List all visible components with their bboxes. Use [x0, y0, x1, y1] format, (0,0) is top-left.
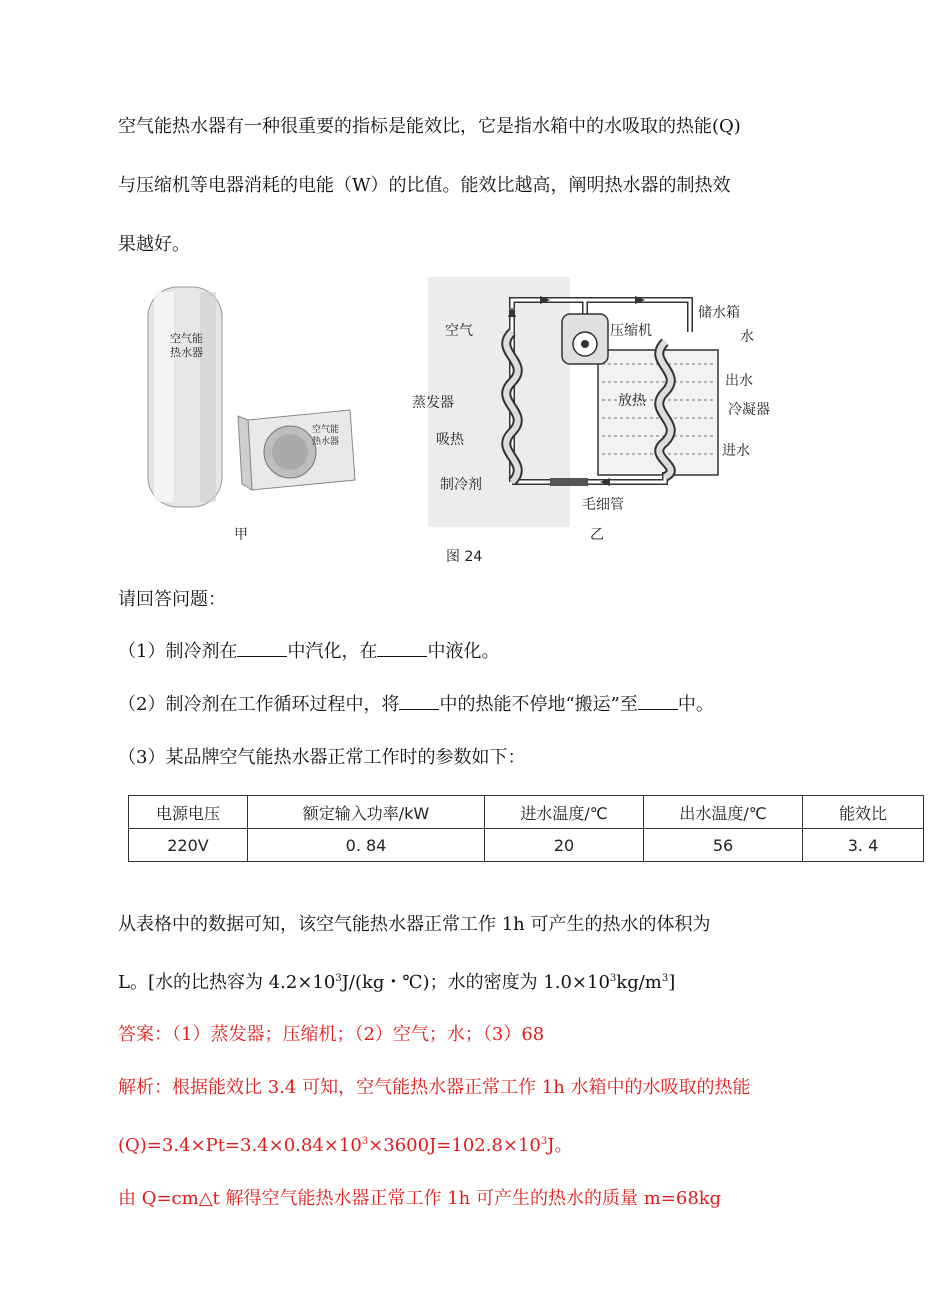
label-air: 空气	[445, 323, 473, 339]
label-outlet: 出水	[725, 373, 753, 389]
superscript: 3	[609, 973, 617, 984]
superscript: 3	[661, 973, 669, 984]
label-unit-1: 空气能	[312, 425, 340, 435]
label-release: 放热	[618, 393, 646, 409]
table-cell: 20	[485, 829, 644, 862]
table-header-cell: 额定输入功率/kW	[248, 796, 485, 829]
label-yi: 乙	[590, 527, 604, 543]
label-jia: 甲	[234, 527, 248, 543]
table-row	[129, 829, 924, 862]
followup-part-d: ]	[668, 972, 676, 993]
q2-part-b: 中的热能不停地“搬运”至	[439, 694, 638, 715]
figure-24	[140, 272, 780, 572]
analysis-line-3: 由 Q=cm△t 解得空气能热水器正常工作 1h 可产生的热水的质量 m=68kg	[118, 1188, 722, 1209]
q2-part-c: 中。	[677, 694, 714, 715]
q1-part-c: 中液化。	[427, 641, 500, 662]
parameter-table	[128, 795, 924, 862]
compressor	[562, 314, 608, 364]
label-compressor: 压缩机	[610, 323, 652, 339]
superscript: 3	[361, 1136, 369, 1147]
intro-line-2: 与压缩机等电器消耗的电能（W）的比值。能效比越高，阐明热水器的制热效	[118, 175, 731, 196]
label-capillary: 毛细管	[582, 497, 624, 513]
question-3: （3）某品牌空气能热水器正常工作时的参数如下：	[118, 747, 526, 768]
table-cell: 3. 4	[803, 829, 924, 862]
table-cell: 56	[644, 829, 803, 862]
intro-line-3: 果越好。	[118, 234, 190, 255]
capillary-tube	[550, 478, 588, 486]
label-inlet: 进水	[722, 443, 750, 459]
answer-blank	[377, 642, 427, 657]
label-device-1: 空气能	[170, 332, 203, 345]
label-water: 水	[740, 329, 754, 345]
question-2	[118, 690, 714, 716]
q1-part-a: （1）制冷剂在	[118, 641, 238, 662]
followup-line-1: 从表格中的数据可知，该空气能热水器正常工作 1h 可产生的热水的体积为	[118, 914, 711, 935]
analysis-part-a: (Q)=3.4×Pt=3.4×0.84×10	[118, 1135, 362, 1156]
label-evaporator: 蒸发器	[412, 395, 454, 411]
label-device-2: 热水器	[170, 346, 203, 359]
label-condenser: 冷凝器	[728, 402, 770, 418]
label-absorb: 吸热	[436, 432, 464, 448]
label-unit-2: 热水器	[312, 437, 340, 447]
table-cell: 220V	[129, 829, 248, 862]
analysis-line-2	[118, 1131, 572, 1157]
q2-part-a: （2）制冷剂在工作循环过程中，将	[118, 694, 400, 715]
answer-blank	[237, 642, 287, 657]
table-header-row	[129, 796, 924, 829]
intro-line-1: 空气能热水器有一种很重要的指标是能效比，它是指水箱中的水吸取的热能(Q)	[118, 116, 741, 137]
answer-line: 答案：（1）蒸发器；压缩机；（2）空气；水；（3）68	[118, 1024, 545, 1045]
label-tank: 储水箱	[698, 305, 740, 321]
superscript: 3	[540, 1136, 548, 1147]
table-header-cell: 电源电压	[129, 796, 248, 829]
table-header-cell: 能效比	[803, 796, 924, 829]
q1-part-b: 中汽化，在	[287, 641, 378, 662]
followup-part-b: J/(kg・℃)；水的密度为 1.0×10	[341, 972, 610, 993]
figure-caption: 图 24	[446, 549, 483, 565]
superscript: 3	[335, 973, 342, 984]
answer-blank	[399, 695, 439, 710]
label-refrigerant: 制冷剂	[440, 477, 482, 493]
table-cell: 0. 84	[248, 829, 485, 862]
analysis-line-1: 解析：根据能效比 3.4 可知，空气能热水器正常工作 1h 水箱中的水吸取的热能	[118, 1077, 751, 1098]
table-header-cell: 出水温度/℃	[644, 796, 803, 829]
followup-line-2	[118, 968, 675, 994]
question-prompt: 请回答问题：	[118, 589, 226, 610]
water-heater-tank	[148, 287, 222, 507]
table-header-cell: 进水温度/℃	[485, 796, 644, 829]
followup-part-a: L。[水的比热容为 4.2×10	[118, 972, 336, 993]
question-1	[118, 637, 499, 663]
analysis-part-b: ×3600J=102.8×10	[368, 1135, 541, 1156]
followup-part-c: kg/m	[616, 972, 662, 993]
analysis-part-c: J。	[547, 1135, 573, 1156]
answer-blank	[638, 695, 678, 710]
